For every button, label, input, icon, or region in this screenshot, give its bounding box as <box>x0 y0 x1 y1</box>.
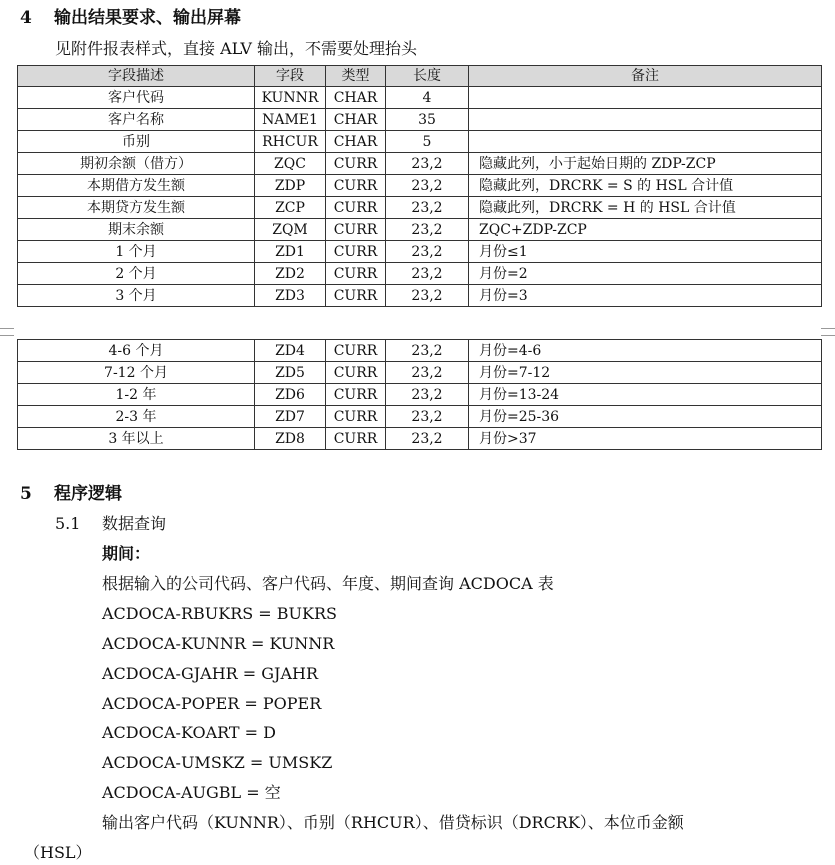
cell-remark: 隐藏此列，DRCRK = H 的 HSL 合计值 <box>469 197 822 219</box>
section-5-number: 5 <box>20 484 32 504</box>
cell-field: ZQM <box>255 219 326 241</box>
cell-length: 23,2 <box>386 406 469 428</box>
cell-field-desc: 客户名称 <box>18 109 255 131</box>
cell-length: 23,2 <box>386 340 469 362</box>
cell-length: 23,2 <box>386 428 469 450</box>
cell-field-desc: 7-12 个月 <box>18 362 255 384</box>
period-label: 期间： <box>102 544 151 563</box>
cell-type: CURR <box>326 340 386 362</box>
cell-field-desc: 币别 <box>18 131 255 153</box>
row-break-marker-left <box>0 328 14 336</box>
logic-line-4: ACDOCA-POPER = POPER <box>102 694 322 713</box>
cell-field-desc: 3 年以上 <box>18 428 255 450</box>
header-type: 类型 <box>326 66 386 87</box>
cell-type: CURR <box>326 263 386 285</box>
cell-type: CURR <box>326 153 386 175</box>
row-break-marker-right <box>821 328 835 336</box>
cell-remark: ZQC+ZDP-ZCP <box>469 219 822 241</box>
subsection-5-1-heading <box>55 514 166 534</box>
logic-line-5: ACDOCA-KOART = D <box>102 723 276 742</box>
table-row <box>18 197 822 219</box>
table-row <box>18 406 822 428</box>
cell-length: 23,2 <box>386 197 469 219</box>
logic-line-6: ACDOCA-UMSKZ = UMSKZ <box>102 753 333 772</box>
cell-type: CURR <box>326 406 386 428</box>
section-4-intro: 见附件报表样式，直接 ALV 输出，不需要处理抬头 <box>55 39 418 58</box>
cell-field-desc: 期末余额 <box>18 219 255 241</box>
header-field-desc: 字段描述 <box>18 66 255 87</box>
cell-field: ZD6 <box>255 384 326 406</box>
cell-field-desc: 期初余额（借方） <box>18 153 255 175</box>
table-row <box>18 362 822 384</box>
cell-type: CURR <box>326 197 386 219</box>
table-row <box>18 241 822 263</box>
cell-field: ZQC <box>255 153 326 175</box>
cell-field: ZD5 <box>255 362 326 384</box>
cell-length: 23,2 <box>386 241 469 263</box>
cell-remark: 月份=2 <box>469 263 822 285</box>
table-row <box>18 153 822 175</box>
field-table-part-1 <box>17 65 822 307</box>
cell-field: ZDP <box>255 175 326 197</box>
subsection-title: 数据查询 <box>102 514 167 533</box>
cell-field: ZD3 <box>255 285 326 307</box>
cell-remark: 月份>37 <box>469 428 822 450</box>
cell-remark: 月份=4-6 <box>469 340 822 362</box>
cell-field-desc: 1-2 年 <box>18 384 255 406</box>
cell-type: CHAR <box>326 131 386 153</box>
cell-remark: 月份=13-24 <box>469 384 822 406</box>
cell-remark: 月份=3 <box>469 285 822 307</box>
cell-length: 23,2 <box>386 219 469 241</box>
cell-field: ZCP <box>255 197 326 219</box>
cell-length: 23,2 <box>386 153 469 175</box>
table-row <box>18 285 822 307</box>
cell-length: 35 <box>386 109 469 131</box>
section-5-heading <box>20 484 122 504</box>
cell-remark <box>469 131 822 153</box>
cell-length: 23,2 <box>386 263 469 285</box>
cell-field-desc: 4-6 个月 <box>18 340 255 362</box>
cell-field: ZD8 <box>255 428 326 450</box>
cell-length: 23,2 <box>386 362 469 384</box>
section-5-title: 程序逻辑 <box>54 484 122 504</box>
cell-length: 5 <box>386 131 469 153</box>
cell-type: CHAR <box>326 87 386 109</box>
cell-remark: 月份=7-12 <box>469 362 822 384</box>
cell-field: RHCUR <box>255 131 326 153</box>
table-row <box>18 109 822 131</box>
table-row <box>18 87 822 109</box>
output-line-2: （HSL） <box>24 843 92 862</box>
cell-remark <box>469 109 822 131</box>
cell-length: 4 <box>386 87 469 109</box>
cell-remark: 隐藏此列，DRCRK = S 的 HSL 合计值 <box>469 175 822 197</box>
cell-field-desc: 1 个月 <box>18 241 255 263</box>
cell-field-desc: 本期借方发生额 <box>18 175 255 197</box>
table-row <box>18 175 822 197</box>
cell-type: CURR <box>326 428 386 450</box>
logic-line-3: ACDOCA-GJAHR = GJAHR <box>102 664 319 683</box>
cell-type: CHAR <box>326 109 386 131</box>
cell-remark <box>469 87 822 109</box>
logic-line-1: ACDOCA-RBUKRS = BUKRS <box>102 604 337 623</box>
header-remark: 备注 <box>469 66 822 87</box>
cell-field-desc: 客户代码 <box>18 87 255 109</box>
table-row <box>18 219 822 241</box>
cell-field-desc: 2 个月 <box>18 263 255 285</box>
cell-field: NAME1 <box>255 109 326 131</box>
logic-line-7: ACDOCA-AUGBL = 空 <box>102 783 281 802</box>
header-field: 字段 <box>255 66 326 87</box>
table-row <box>18 340 822 362</box>
cell-remark: 月份=25-36 <box>469 406 822 428</box>
section-4-number: 4 <box>20 8 32 28</box>
cell-remark: 隐藏此列，小于起始日期的 ZDP-ZCP <box>469 153 822 175</box>
cell-type: CURR <box>326 285 386 307</box>
cell-type: CURR <box>326 384 386 406</box>
cell-length: 23,2 <box>386 384 469 406</box>
logic-line-2: ACDOCA-KUNNR = KUNNR <box>102 634 335 653</box>
cell-type: CURR <box>326 362 386 384</box>
cell-field-desc: 3 个月 <box>18 285 255 307</box>
cell-field-desc: 本期贷方发生额 <box>18 197 255 219</box>
table-row <box>18 131 822 153</box>
cell-field: ZD1 <box>255 241 326 263</box>
table-row <box>18 384 822 406</box>
cell-type: CURR <box>326 219 386 241</box>
section-4-title: 输出结果要求、输出屏幕 <box>54 8 241 28</box>
output-line-1: 输出客户代码（KUNNR）、币别（RHCUR）、借贷标识（DRCRK）、本位币金额 <box>102 813 684 832</box>
cell-length: 23,2 <box>386 175 469 197</box>
cell-field: ZD4 <box>255 340 326 362</box>
cell-field: ZD7 <box>255 406 326 428</box>
cell-field: KUNNR <box>255 87 326 109</box>
cell-length: 23,2 <box>386 285 469 307</box>
cell-type: CURR <box>326 175 386 197</box>
cell-remark: 月份≤1 <box>469 241 822 263</box>
table-row <box>18 263 822 285</box>
cell-field-desc: 2-3 年 <box>18 406 255 428</box>
cell-type: CURR <box>326 241 386 263</box>
cell-field: ZD2 <box>255 263 326 285</box>
subsection-number: 5.1 <box>55 514 81 533</box>
table-header-row <box>18 66 822 87</box>
section-4-heading <box>20 8 241 28</box>
header-length: 长度 <box>386 66 469 87</box>
field-table-part-2 <box>17 339 822 450</box>
table-row <box>18 428 822 450</box>
logic-line-0: 根据输入的公司代码、客户代码、年度、期间查询 ACDOCA 表 <box>102 574 554 593</box>
